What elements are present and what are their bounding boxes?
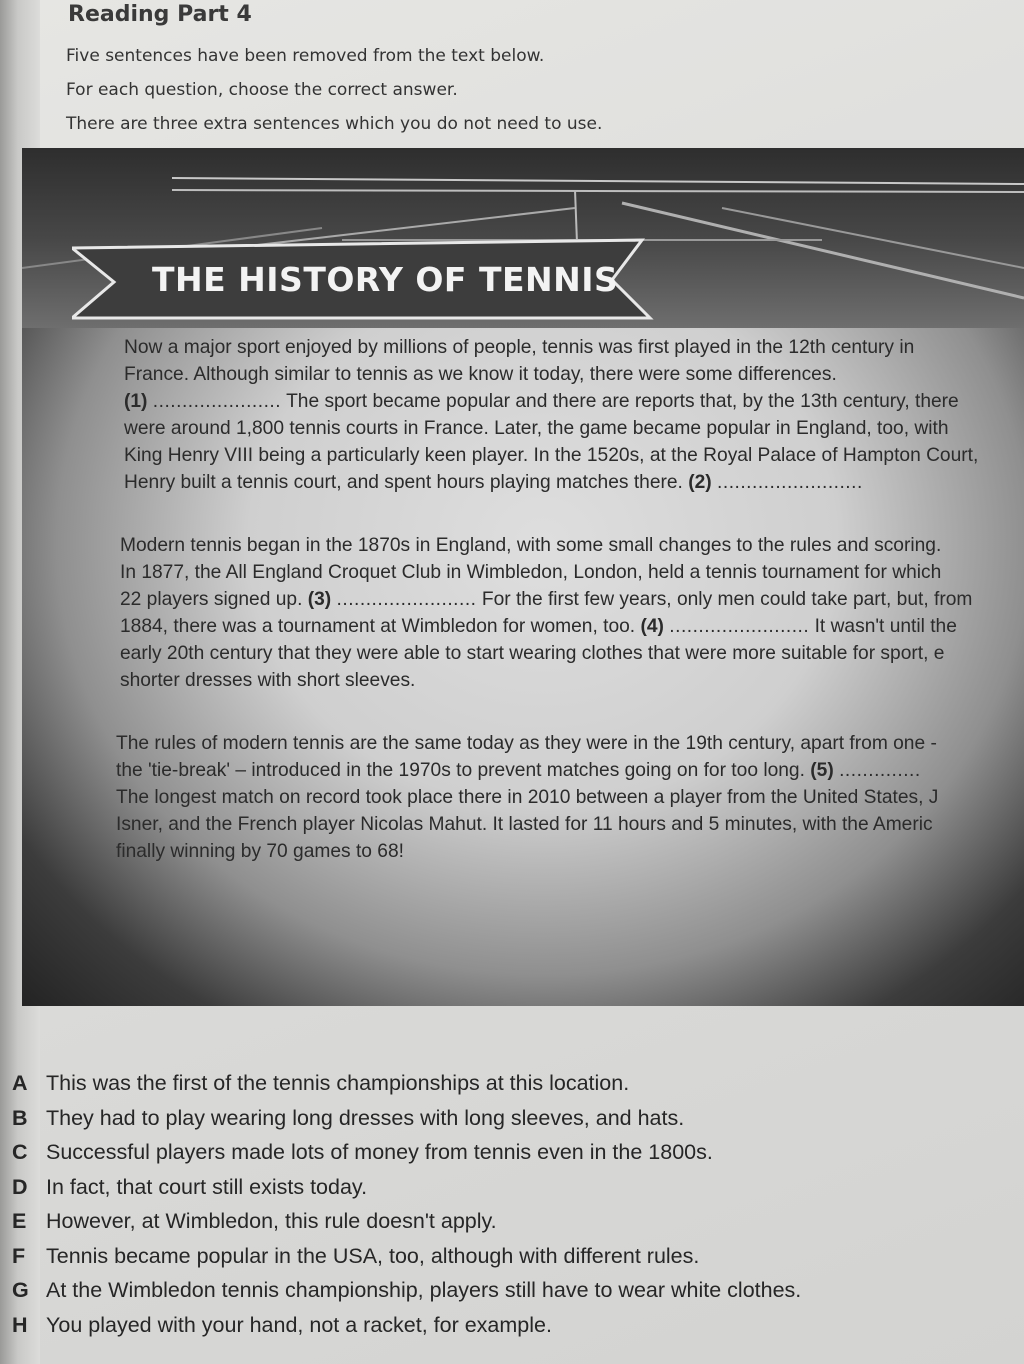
gap-5-blank: ..............: [839, 760, 921, 781]
article-body: [116, 334, 1024, 901]
option-letter: B: [12, 1105, 28, 1130]
instruction-2: For each question, choose the correct answer.: [66, 80, 458, 100]
option-text: This was the first of the tennis championships at this location.: [46, 1071, 630, 1095]
option-letter: D: [12, 1174, 28, 1199]
gap-4-label: (4): [640, 616, 664, 637]
option-h[interactable]: [12, 1308, 1012, 1343]
option-letter: F: [12, 1243, 26, 1268]
gap-5-label: (5): [810, 760, 834, 781]
tennis-court-photo: [22, 148, 1024, 328]
option-text: At the Wimbledon tennis championship, players still have to wear white clothes.: [46, 1278, 802, 1302]
gap-1-label: (1): [124, 391, 148, 412]
gap-3-label: (3): [307, 589, 332, 610]
answer-options-list: [12, 1066, 1012, 1342]
option-f[interactable]: [12, 1239, 1012, 1274]
option-c[interactable]: [12, 1135, 1012, 1170]
article-panel: [22, 148, 1024, 1006]
option-b[interactable]: [12, 1101, 1012, 1136]
gap-2-label: (2): [688, 472, 712, 493]
gap-1-blank: ......................: [152, 391, 282, 412]
gap-2-blank: .........................: [717, 472, 863, 493]
paragraph-1: Now a major sport enjoyed by millions of people, tennis was first played in the 12th century in France. Although similar to tennis as we know it today, there were some differences. (1) ...................... The sport became popular and there are reports that, by the 13th century, there were around 1,800 tennis courts in France. Later, the game became popular in England, too, with King Henry VIII being a particularly keen player. In the 1520s, at the Royal Palace of Hampton Court, Henry built a tennis court, and spent hours playing matches there. (2) .........................: [124, 337, 979, 493]
option-d[interactable]: [12, 1170, 1012, 1205]
section-heading: Reading Part 4: [68, 2, 252, 27]
paragraph-3: The rules of modern tennis are the same today as they were in the 19th century, apart from one - the 'tie-break' – introduced in the 1970s to prevent matches going on for too long. (5) .............. The longest match on record took place there in 2010 between a player from the United States, J Isner, and the French player Nicolas Mahut. It lasted for 11 hours and 5 minutes, with the Americ finally winning by 70 games to 68!: [116, 733, 939, 862]
option-letter: G: [12, 1278, 29, 1302]
option-e[interactable]: [12, 1204, 1012, 1239]
option-a[interactable]: [12, 1066, 1012, 1101]
gap-4-blank: ........................: [669, 616, 810, 637]
option-text: However, at Wimbledon, this rule doesn't apply.: [46, 1209, 497, 1233]
option-text: In fact, that court still exists today.: [46, 1174, 368, 1199]
option-g[interactable]: [12, 1273, 1012, 1308]
option-text: Successful players made lots of money from tennis even in the 1800s.: [46, 1140, 713, 1164]
option-letter: A: [12, 1071, 28, 1095]
option-letter: C: [12, 1140, 28, 1164]
gap-3-blank: ........................: [336, 589, 477, 610]
option-text: You played with your hand, not a racket, for example.: [46, 1312, 552, 1337]
instruction-1: Five sentences have been removed from the text below.: [66, 46, 545, 66]
option-text: Tennis became popular in the USA, too, although with different rules.: [46, 1243, 700, 1268]
instruction-3: There are three extra sentences which you do not need to use.: [66, 114, 603, 134]
paragraph-2: Modern tennis began in the 1870s in England, with some small changes to the rules and scoring. In 1877, the All England Croquet Club in Wimbledon, London, held a tennis tournament for which 22 players signed up. (3) ........................ For the first few years, only men could take part, but, from 1884, there was a tournament at Wimbledon for women, too. (4) ........................ It wasn't until the early 20th century that they were able to start wearing clothes that were more suitable for sport, e shorter dresses with short sleeves.: [120, 535, 973, 691]
title-banner: [72, 238, 672, 322]
option-letter: H: [12, 1312, 28, 1337]
option-letter: E: [12, 1209, 27, 1233]
option-text: They had to play wearing long dresses with long sleeves, and hats.: [46, 1105, 685, 1130]
article-title: THE HISTORY OF TENNIS: [152, 260, 619, 299]
